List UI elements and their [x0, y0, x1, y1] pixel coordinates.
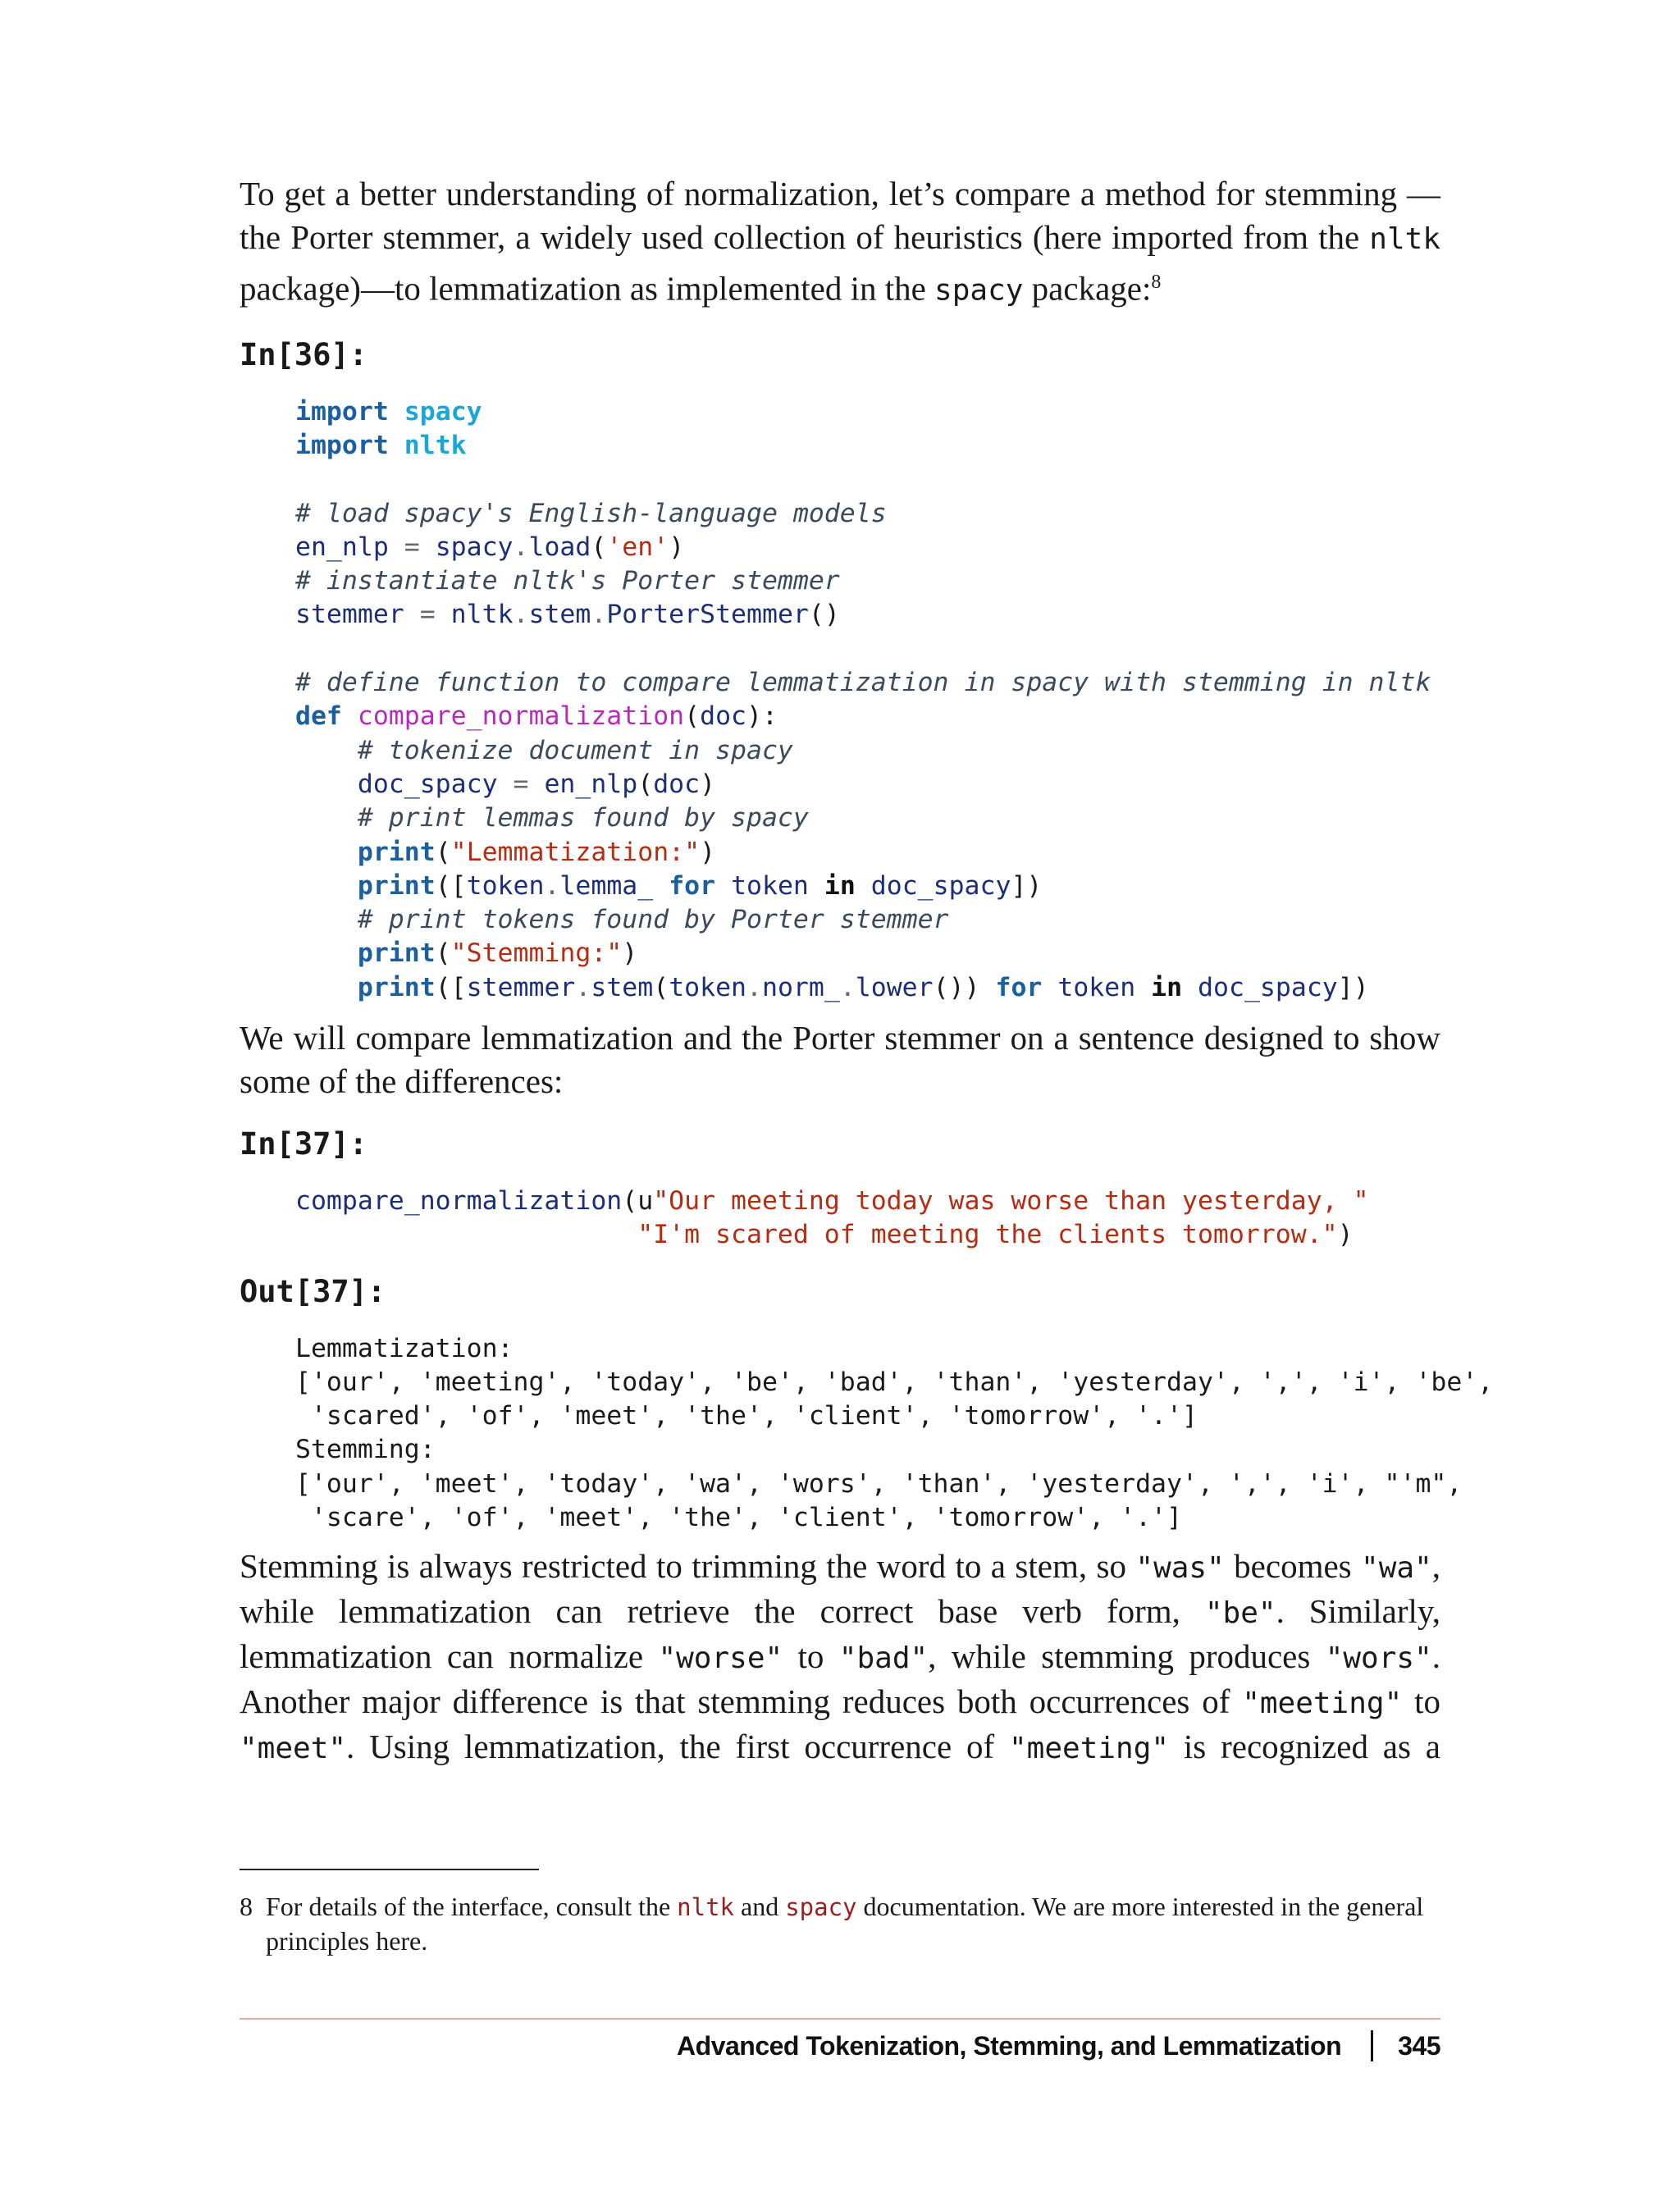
punctuation: ([	[435, 972, 467, 1002]
identifier: en_nlp	[544, 769, 638, 799]
operator: .	[513, 532, 529, 562]
text: , while lemmatization can retrieve the correct base verb form,	[240, 1547, 1440, 1631]
identifier: compare_normalization	[295, 1186, 623, 1216]
builtin: print	[357, 837, 436, 867]
identifier: doc_spacy	[870, 870, 1011, 901]
punctuation: )	[746, 701, 762, 732]
string-literal: "Our meeting today was worse than yesterday, "	[653, 1186, 1369, 1216]
transition-paragraph: We will compare lemmatization and the Porter stemmer on a sentence designed to show some of the differences:	[240, 1019, 1440, 1100]
code-comment: # print lemmas found by spacy	[357, 803, 809, 833]
punctuation: (	[435, 837, 451, 867]
identifier: stemmer	[466, 972, 576, 1002]
inline-code: "wa"	[1361, 1551, 1432, 1586]
string-literal: "Lemmatization:"	[450, 837, 701, 867]
punctuation: ])	[1011, 870, 1043, 901]
punctuation: (	[684, 701, 701, 732]
cell-label-out37: Out[37]:	[240, 1273, 386, 1309]
keyword: in	[1151, 972, 1183, 1002]
punctuation: (	[435, 938, 451, 969]
footnote-reference[interactable]: 8	[1151, 272, 1162, 293]
inline-code: nltk	[1369, 222, 1440, 256]
footnote-number: 8	[240, 1892, 253, 1921]
identifier: PorterStemmer	[606, 600, 809, 630]
punctuation: )	[1337, 1220, 1354, 1250]
identifier: stemmer	[295, 600, 404, 630]
text: package)—to lemmatization as implemented in the	[240, 269, 935, 308]
identifier: token	[731, 870, 809, 901]
identifier: doc_spacy	[357, 769, 498, 799]
punctuation: (	[637, 769, 654, 799]
punctuation: )	[622, 938, 638, 969]
cell-label-in37: In[37]:	[240, 1126, 368, 1162]
code-comment: # tokenize document in spacy	[357, 735, 793, 765]
inline-code: "meeting"	[1009, 1732, 1170, 1766]
operator: =	[497, 769, 545, 799]
code-block-in36	[240, 395, 1440, 1005]
text: , while stemming produces	[928, 1637, 1326, 1676]
text: . Another major difference is that stemming reduces both occurrences of	[240, 1637, 1440, 1721]
punctuation: )	[700, 837, 716, 867]
running-footer	[677, 2030, 1440, 2061]
footnote-divider	[240, 1869, 539, 1870]
keyword: for	[995, 972, 1043, 1002]
module-name: nltk	[404, 430, 467, 460]
operator: .	[591, 600, 607, 630]
output-line: Lemmatization:	[295, 1333, 514, 1363]
text: . Similarly, lemmatization can normalize	[240, 1592, 1440, 1676]
text: documentation. We are more interested in the general	[856, 1892, 1424, 1921]
keyword: import	[295, 396, 389, 427]
punctuation: (	[653, 972, 669, 1002]
identifier: token	[466, 870, 545, 901]
page-number: 345	[1398, 2031, 1440, 2061]
text: . Using lemmatization, the first occurrence of	[346, 1728, 1009, 1766]
text: becomes	[1224, 1547, 1362, 1586]
punctuation: )	[700, 769, 716, 799]
text: to	[783, 1637, 839, 1676]
text: package:	[1023, 269, 1152, 308]
output-line: 'scared', 'of', 'meet', 'the', 'client', 'tomorrow', '.']	[295, 1401, 1198, 1431]
operator: =	[388, 532, 436, 562]
page-body	[240, 172, 1494, 1770]
identifier: doc	[700, 701, 747, 732]
string-literal: "Stemming:"	[450, 938, 623, 969]
footnote	[240, 1890, 1440, 1958]
inline-code: "was"	[1135, 1551, 1225, 1586]
string-literal: "I'm scared of meeting the clients tomorrow."	[637, 1220, 1338, 1250]
text: To get a better understanding of normalization, let’s compare a method for stemming —the Porter stemmer, a widely used collection of heuristics (here imported from the	[240, 175, 1440, 256]
running-title: Advanced Tokenization, Stemming, and Lemmatization	[677, 2031, 1342, 2061]
identifier: token	[1057, 972, 1136, 1002]
keyword: import	[295, 430, 389, 460]
footer-divider	[240, 2018, 1440, 2020]
operator: .	[513, 600, 529, 630]
punctuation: :	[761, 701, 778, 732]
discussion-paragraph	[240, 1545, 1440, 1770]
punctuation: )	[669, 532, 685, 562]
identifier: doc_spacy	[1198, 972, 1338, 1002]
punctuation: ())	[933, 972, 980, 1002]
identifier: nltk	[450, 600, 514, 630]
inline-code-link[interactable]: nltk	[677, 1893, 735, 1921]
builtin: print	[357, 870, 436, 901]
operator: .	[839, 972, 856, 1002]
operator: .	[544, 870, 560, 901]
identifier: spacy	[435, 532, 514, 562]
identifier: doc	[653, 769, 701, 799]
punctuation: ([	[435, 870, 467, 901]
identifier: lower	[855, 972, 934, 1002]
builtin: print	[357, 938, 436, 969]
function-name: compare_normalization	[357, 701, 685, 732]
punctuation: ()	[808, 600, 840, 630]
identifier: lemma_	[559, 870, 654, 901]
inline-code: "be"	[1204, 1596, 1276, 1631]
punctuation: (u	[622, 1186, 654, 1216]
code-comment: # print tokens found by Porter stemmer	[357, 905, 949, 935]
cell-label-in36: In[36]:	[240, 336, 368, 372]
keyword: def	[295, 701, 342, 732]
punctuation: ])	[1337, 972, 1369, 1002]
operator: =	[404, 600, 451, 630]
text: is recognized as a	[1169, 1728, 1440, 1766]
inline-code: "wors"	[1325, 1641, 1432, 1676]
keyword: in	[824, 870, 856, 901]
inline-code: "worse"	[658, 1641, 783, 1676]
identifier: load	[528, 532, 591, 562]
identifier: stem	[528, 600, 591, 630]
operator: .	[746, 972, 762, 1002]
code-comment: # define function to compare lemmatization in spacy with stemming in nltk	[295, 668, 1431, 698]
builtin: print	[357, 972, 436, 1002]
inline-code-link[interactable]: spacy	[785, 1893, 857, 1921]
operator: .	[575, 972, 591, 1002]
code-block-in37	[240, 1185, 1440, 1253]
identifier: norm_	[761, 972, 840, 1002]
code-comment: # load spacy's English-language models	[295, 498, 887, 528]
identifier: token	[669, 972, 747, 1002]
module-name: spacy	[404, 396, 482, 427]
output-line: ['our', 'meet', 'today', 'wa', 'wors', 'than', 'yesterday', ',', 'i', "'m",	[295, 1468, 1463, 1499]
inline-code: "meet"	[240, 1732, 347, 1766]
text: to	[1402, 1682, 1440, 1721]
footnote-continuation: principles here.	[266, 1926, 428, 1956]
output-block-out37	[240, 1332, 1494, 1536]
identifier: en_nlp	[295, 532, 389, 562]
keyword: for	[669, 870, 716, 901]
output-line: ['our', 'meeting', 'today', 'be', 'bad', 'than', 'yesterday', ',', 'i', 'be',	[295, 1367, 1494, 1397]
punctuation: (	[591, 532, 607, 562]
text: and	[734, 1892, 786, 1921]
footer-separator	[1371, 2030, 1373, 2061]
inline-code: "meeting"	[1242, 1687, 1403, 1721]
inline-code: "bad"	[838, 1641, 929, 1676]
code-comment: # instantiate nltk's Porter stemmer	[295, 566, 840, 596]
output-line: 'scare', 'of', 'meet', 'the', 'client', 'tomorrow', '.']	[295, 1503, 1182, 1533]
intro-paragraph	[240, 172, 1440, 313]
identifier: stem	[591, 972, 654, 1002]
output-line: Stemming:	[295, 1435, 436, 1465]
text: For details of the interface, consult the	[266, 1892, 678, 1921]
text: Stemming is always restricted to trimming the word to a stem, so	[240, 1547, 1136, 1586]
inline-code: spacy	[934, 273, 1024, 308]
string-literal: 'en'	[606, 532, 669, 562]
